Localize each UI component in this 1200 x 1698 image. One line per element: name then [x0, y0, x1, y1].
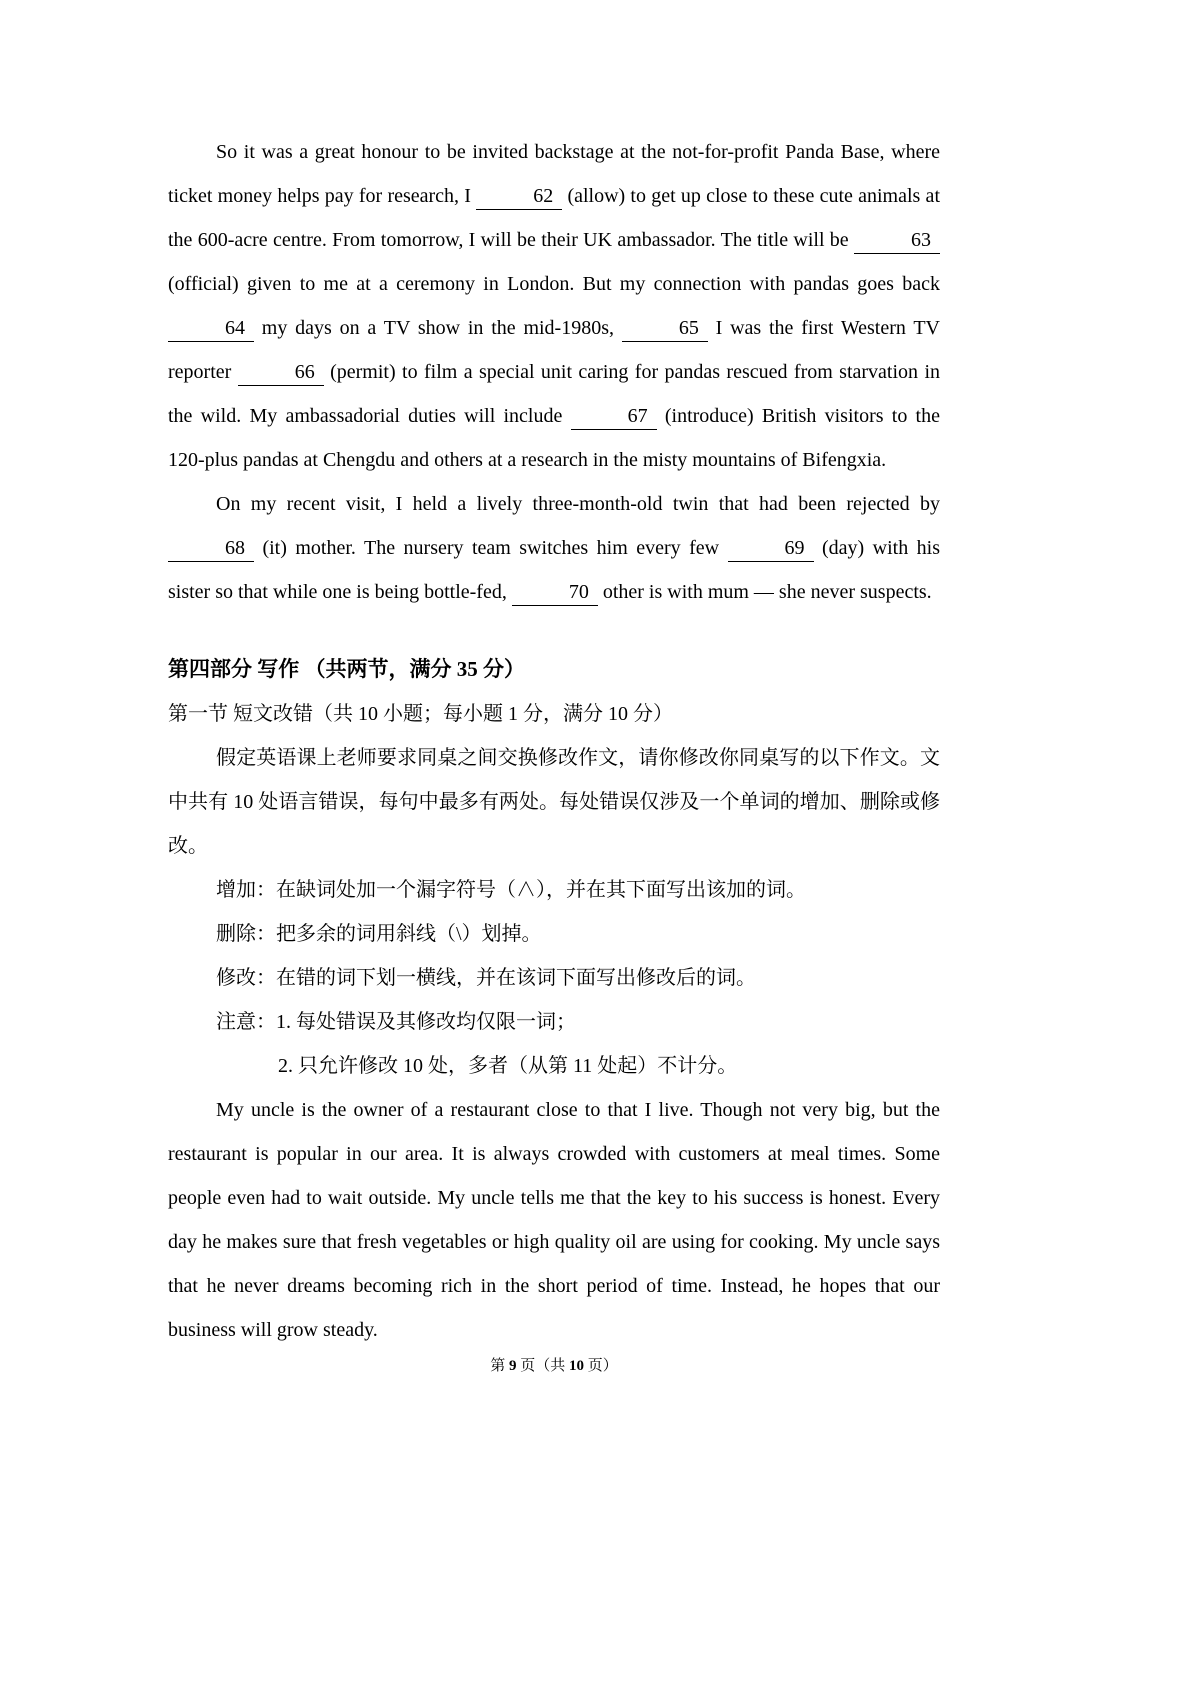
- cloze-paragraph-1: So it was a great honour to be invited backstage at the not-for-profit Panda Base, where ticket money helps pay for research, I 62 (allow) to get up close to these cute animals at the 600-acre centre. From tomorrow, I will be their UK ambassador. The title will be 63 (official) given to me at a ceremony in London. But my connection with pandas goes back 64 my days on a TV show in the mid-1980s, 65 I was the first Western TV reporter 66 (permit) to film a special unit caring for pandas rescued from starvation in the wild. My ambassadorial duties will include 67 (introduce) British visitors to the 120-plus pandas at Chengdu and others at a research in the misty mountains of Bifengxia.: [168, 141, 941, 471]
- blank-62: 62: [476, 183, 562, 210]
- rule-modify: 修改：在错的词下划一横线，并在该词下面写出修改后的词。: [216, 967, 756, 989]
- rule-add: 增加：在缺词处加一个漏字符号（∧），并在其下面写出该加的词。: [216, 879, 806, 901]
- blank-68: 68: [168, 535, 254, 562]
- rule-delete: 删除：把多余的词用斜线（\）划掉。: [216, 923, 542, 945]
- blank-69: 69: [728, 535, 814, 562]
- page-footer: 第 9 页（共 10 页）: [490, 1358, 618, 1374]
- blank-70: 70: [512, 579, 598, 606]
- note-item-1: 注意：1. 每处错误及其修改均仅限一词；: [216, 1011, 576, 1033]
- cloze-paragraph-2: On my recent visit, I held a lively three-month-old twin that had been rejected by 68 (it) mother. The nursery team switches him every few 69 (day) with his sister so that while one is being bottle-fed, 70 other is with mum — she never suspects.: [168, 482, 940, 614]
- instructions-intro: 假定英语课上老师要求同桌之间交换修改作文，请你修改你同桌写的以下作文。文中共有 10 处语言错误，每句中最多有两处。每处错误仅涉及一个单词的增加、删除或修改。: [168, 747, 940, 857]
- blank-66: 66: [238, 359, 324, 386]
- note-item-2: 2. 只允许修改 10 处，多者（从第 11 处起）不计分。: [278, 1055, 738, 1077]
- footer-page-number: 10: [569, 1358, 584, 1374]
- footer-page-number: 9: [508, 1358, 517, 1374]
- blank-63: 63: [854, 227, 940, 254]
- blank-64: 64: [168, 315, 254, 342]
- section1-error-correction-heading: 第一节 短文改错（共 10 小题；每小题 1 分，满分 10 分）: [168, 703, 673, 725]
- essay-paragraph: My uncle is the owner of a restaurant close to that I live. Though not very big, but the restaurant is popular in our area. It is always crowded with customers at meal times. Some people even had to wait outside. My uncle tells me that the key to his success is honest. Every day he makes sure that fresh vegetables or high quality oil are using for cooking. My uncle says that he never dreams becoming rich in the short period of time. Instead, he hopes that our business will grow steady.: [168, 1099, 940, 1341]
- part4-writing-heading: 第四部分 写作 （共两节，满分 35 分）: [168, 657, 525, 681]
- blank-65: 65: [622, 315, 708, 342]
- blank-67: 67: [571, 403, 657, 430]
- page-content: [168, 130, 940, 1378]
